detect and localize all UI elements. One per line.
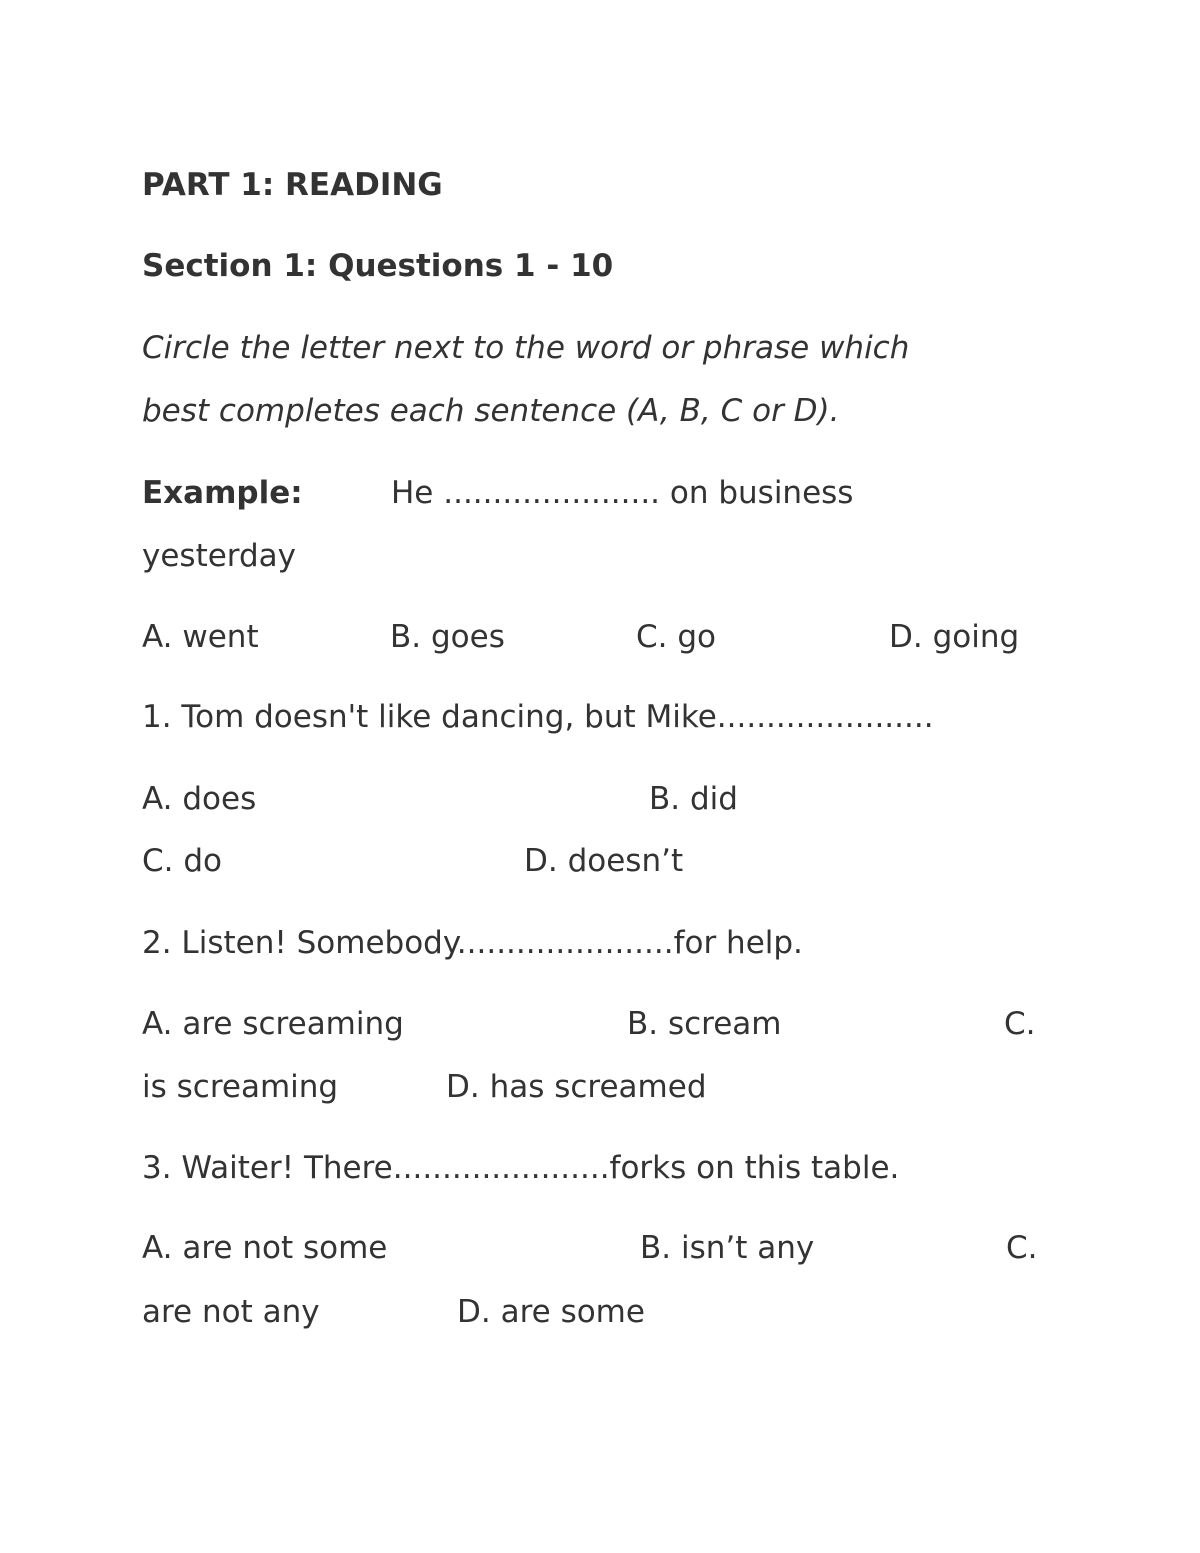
question-1-option-b: B. did <box>649 781 738 817</box>
question-1-option-d: D. doesn’t <box>524 843 684 879</box>
question-2-option-c-text: is screaming <box>142 1069 339 1105</box>
question-2-stem: 2. Listen! Somebody......................for help. <box>142 925 803 961</box>
instructions-line-1: Circle the letter next to the word or phrase which <box>142 330 910 366</box>
example-option-d: D. going <box>889 619 1020 655</box>
question-3-option-c-text: are not any <box>142 1294 320 1330</box>
question-3-stem: 3. Waiter! There......................forks on this table. <box>142 1150 900 1186</box>
question-1-stem: 1. Tom doesn't like dancing, but Mike...................... <box>142 699 934 735</box>
question-2-option-d: D. has screamed <box>446 1069 707 1105</box>
example-option-a: A. went <box>142 619 259 655</box>
question-2-option-a: A. are screaming <box>142 1006 404 1042</box>
instructions-line-2: best completes each sentence (A, B, C or D). <box>142 393 840 429</box>
example-option-b: B. goes <box>390 619 505 655</box>
section-heading: Section 1: Questions 1 - 10 <box>142 248 614 284</box>
question-2-option-c-letter: C. <box>1004 1006 1036 1042</box>
question-3-option-b: B. isn’t any <box>640 1230 815 1266</box>
example-option-c: C. go <box>636 619 716 655</box>
example-stem-continued: yesterday <box>142 538 297 574</box>
part-heading: PART 1: READING <box>142 167 443 203</box>
example-stem: He ...................... on business <box>391 475 854 511</box>
question-1-option-a: A. does <box>142 781 257 817</box>
question-3-option-a: A. are not some <box>142 1230 388 1266</box>
example-label: Example: <box>142 475 303 511</box>
question-3-option-d: D. are some <box>457 1294 645 1330</box>
question-2-option-b: B. scream <box>627 1006 782 1042</box>
question-1-option-c: C. do <box>142 843 222 879</box>
question-3-option-c-letter: C. <box>1006 1230 1038 1266</box>
